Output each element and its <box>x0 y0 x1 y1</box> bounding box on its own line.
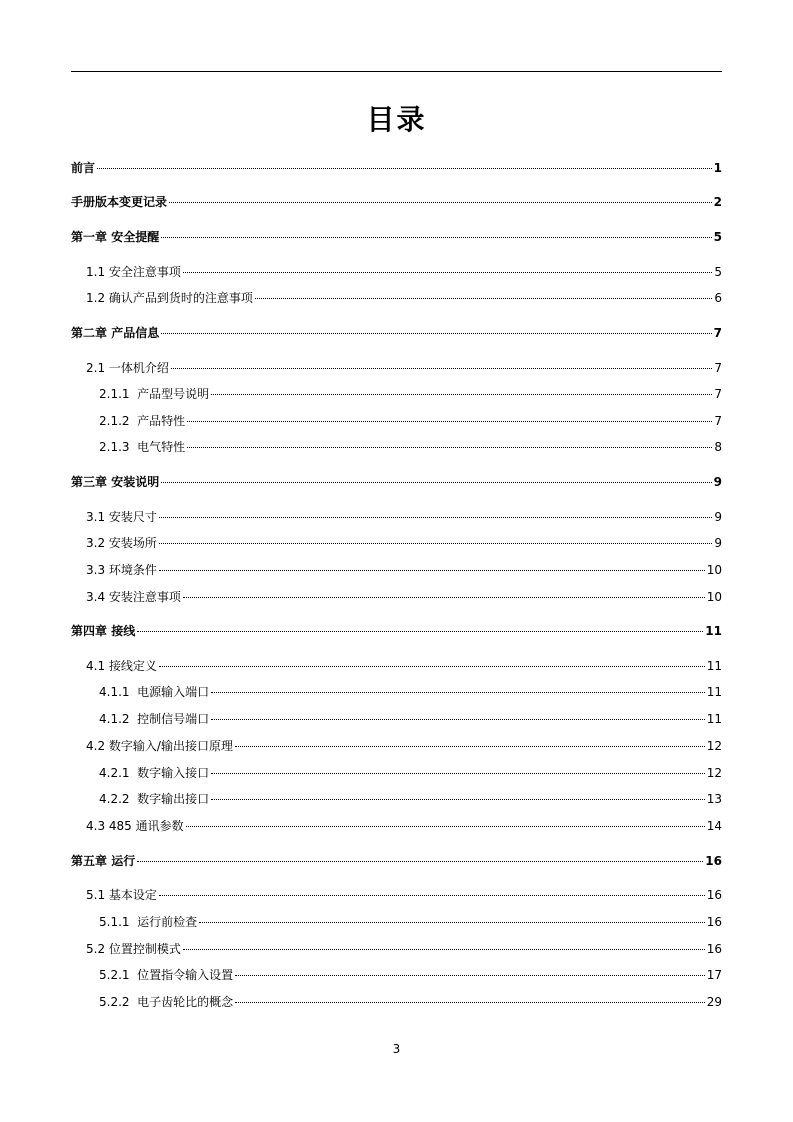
toc-leader-dots <box>161 482 711 483</box>
toc-entry-number: 4.1.2 <box>99 712 138 726</box>
toc-entry-number: 5.2.2 <box>99 995 138 1009</box>
toc-entry[interactable] <box>86 534 722 552</box>
toc-entry-number: 第四章 <box>71 624 112 638</box>
toc-leader-dots <box>137 631 703 632</box>
toc-entry-page: 11 <box>705 624 722 638</box>
toc-entry-title: 安装说明 <box>111 475 160 489</box>
toc-leader-dots <box>211 773 705 774</box>
toc-entry-title: 产品信息 <box>111 326 160 340</box>
toc-entry-number: 第二章 <box>71 326 112 340</box>
toc-entry-page: 11 <box>706 685 722 699</box>
toc-leader-dots <box>186 826 705 827</box>
toc-entry-page: 7 <box>714 414 722 428</box>
toc-entry-number: 4.2 <box>86 739 109 753</box>
toc-leader-dots <box>159 570 705 571</box>
toc-entry-title: 手册版本变更记录 <box>71 195 168 209</box>
toc-entry-page: 7 <box>714 361 722 375</box>
toc-entry-title: 安全提醒 <box>111 230 160 244</box>
toc-entry-number: 4.1 <box>86 659 109 673</box>
toc-leader-dots <box>169 202 712 203</box>
toc-entry-number: 3.4 <box>86 590 109 604</box>
toc-entry-page: 7 <box>714 387 722 401</box>
toc-entry[interactable] <box>71 852 722 870</box>
toc-entry-page: 9 <box>713 475 722 489</box>
toc-entry-page: 9 <box>714 510 722 524</box>
toc-entry-title: 一体机介绍 <box>108 361 169 375</box>
toc-entry-number: 2.1.2 <box>99 414 138 428</box>
toc-entry[interactable] <box>86 737 722 755</box>
toc-entry[interactable] <box>71 159 722 177</box>
toc-entry-number: 4.2.2 <box>99 792 138 806</box>
toc-leader-dots <box>211 799 705 800</box>
toc-entry-title: 安装注意事项 <box>108 590 181 604</box>
toc-entry-page: 8 <box>714 440 722 454</box>
toc-entry-title: 电源输入端口 <box>137 685 210 699</box>
toc-entry[interactable] <box>86 359 722 377</box>
toc-leader-dots <box>235 975 705 976</box>
toc-leader-dots <box>159 543 712 544</box>
toc-entry-page: 10 <box>706 590 722 604</box>
toc-entry[interactable] <box>86 940 722 958</box>
toc-entry[interactable] <box>86 508 722 526</box>
toc-leader-dots <box>235 746 705 747</box>
toc-entry-number: 第一章 <box>71 230 112 244</box>
toc-entry-page: 16 <box>705 854 722 868</box>
toc-leader-dots <box>159 895 705 896</box>
toc-leader-dots <box>187 421 712 422</box>
toc-entry[interactable] <box>99 993 722 1011</box>
toc-entry-number: 4.2.1 <box>99 766 138 780</box>
toc-entry-page: 9 <box>714 536 722 550</box>
toc-entry-title: 电气特性 <box>137 440 186 454</box>
toc-leader-dots <box>211 692 705 693</box>
toc-entry-number: 2.1.3 <box>99 440 138 454</box>
toc-leader-dots <box>97 168 712 169</box>
toc-entry[interactable] <box>71 324 722 342</box>
toc-entry-page: 5 <box>713 230 722 244</box>
toc-entry-page: 29 <box>706 995 722 1009</box>
toc-leader-dots <box>199 922 705 923</box>
toc-entry-page: 7 <box>713 326 722 340</box>
toc-entry-title: 接线定义 <box>108 659 157 673</box>
toc-leader-dots <box>255 298 712 299</box>
toc-leader-dots <box>183 597 705 598</box>
toc-entry-title: 安装尺寸 <box>108 510 157 524</box>
toc-entry-title: 控制信号端口 <box>137 712 210 726</box>
toc-entry-title: 运行前检查 <box>137 915 198 929</box>
toc-entry-number: 1.1 <box>86 265 109 279</box>
toc-entry-title: 产品特性 <box>137 414 186 428</box>
toc-entry-number: 第三章 <box>71 475 112 489</box>
toc-leader-dots <box>211 719 705 720</box>
toc-entry-number: 5.2 <box>86 942 109 956</box>
toc-leader-dots <box>183 949 705 950</box>
toc-leader-dots <box>159 666 705 667</box>
toc-entry-title: 位置控制模式 <box>108 942 181 956</box>
toc-entry-number: 3.3 <box>86 563 109 577</box>
toc-entry-page: 12 <box>706 766 722 780</box>
page-number: 3 <box>392 1042 401 1056</box>
toc-entry-number: 2.1 <box>86 361 109 375</box>
toc-leader-dots <box>161 333 711 334</box>
toc-entry-page: 14 <box>706 819 722 833</box>
toc-entry-title: 基本设定 <box>108 888 157 902</box>
toc-entry-number: 5.1 <box>86 888 109 902</box>
toc-entry-title: 数字输入/输出接口原理 <box>108 739 233 753</box>
toc-entry[interactable] <box>86 289 722 307</box>
toc-entry[interactable] <box>99 764 722 782</box>
toc-entry-number: 1.2 <box>86 291 109 305</box>
toc-entry[interactable] <box>99 710 722 728</box>
toc-entry-title: 安装场所 <box>108 536 157 550</box>
toc-entry-page: 6 <box>714 291 722 305</box>
toc-entry[interactable] <box>86 886 722 904</box>
toc-entry-number: 5.1.1 <box>99 915 138 929</box>
toc-leader-dots <box>161 237 711 238</box>
toc-entry[interactable] <box>86 561 722 579</box>
toc-entry-number: 5.2.1 <box>99 968 138 982</box>
toc-entry-page: 2 <box>713 195 722 209</box>
toc-entry-title: 安全注意事项 <box>108 265 181 279</box>
toc-entry[interactable] <box>71 193 722 211</box>
toc-entry[interactable] <box>86 588 722 606</box>
toc-entry[interactable] <box>71 622 722 640</box>
toc-leader-dots <box>159 517 712 518</box>
toc-entry-title: 位置指令输入设置 <box>137 968 234 982</box>
toc-entry-page: 12 <box>706 739 722 753</box>
toc-entry-number: 4.3 <box>86 819 109 833</box>
toc-entry[interactable] <box>99 790 722 808</box>
toc-entry-title: 数字输出接口 <box>137 792 210 806</box>
toc-entry-number: 3.2 <box>86 536 109 550</box>
toc-entry-title: 确认产品到货时的注意事项 <box>108 291 253 305</box>
toc-entry-page: 10 <box>706 563 722 577</box>
toc-entry[interactable] <box>71 228 722 246</box>
toc-entry[interactable] <box>86 817 722 835</box>
toc-entry[interactable] <box>99 385 722 403</box>
toc-entry-title: 环境条件 <box>108 563 157 577</box>
toc-entry-page: 11 <box>706 712 722 726</box>
toc-entry-page: 17 <box>706 968 722 982</box>
toc-entry-number: 第五章 <box>71 854 112 868</box>
toc-entry[interactable] <box>99 683 722 701</box>
toc-entry-title: 485 通讯参数 <box>108 819 184 833</box>
toc-leader-dots <box>187 447 712 448</box>
toc-entry[interactable] <box>99 438 722 456</box>
toc-entry-page: 16 <box>706 915 722 929</box>
toc-leader-dots <box>211 394 712 395</box>
toc-entry[interactable] <box>99 412 722 430</box>
toc-entry-page: 16 <box>706 888 722 902</box>
toc-entry[interactable] <box>71 473 722 491</box>
toc-entry-number: 4.1.1 <box>99 685 138 699</box>
toc-entry-title: 运行 <box>111 854 136 868</box>
toc-entry-number: 3.1 <box>86 510 109 524</box>
toc-entry-number: 2.1.1 <box>99 387 138 401</box>
toc-entry[interactable] <box>99 913 722 931</box>
toc-entry-page: 11 <box>706 659 722 673</box>
toc-entry-title: 产品型号说明 <box>137 387 210 401</box>
toc-entry-title: 电子齿轮比的概念 <box>137 995 234 1009</box>
toc-entry-page: 13 <box>706 792 722 806</box>
toc-entry[interactable] <box>99 966 722 984</box>
toc-entry[interactable] <box>86 657 722 675</box>
toc-entry-title: 前言 <box>71 161 96 175</box>
toc-entry-page: 5 <box>714 265 722 279</box>
toc-entry[interactable] <box>86 263 722 281</box>
toc-entry-title: 接线 <box>111 624 136 638</box>
toc-leader-dots <box>137 861 703 862</box>
toc-entry-title: 数字输入接口 <box>137 766 210 780</box>
toc-entry-page: 16 <box>706 942 722 956</box>
toc-leader-dots <box>171 368 712 369</box>
toc-entry-page: 1 <box>713 161 722 175</box>
toc-leader-dots <box>183 272 712 273</box>
toc-leader-dots <box>235 1002 705 1003</box>
page-title: 目录 <box>366 103 427 136</box>
